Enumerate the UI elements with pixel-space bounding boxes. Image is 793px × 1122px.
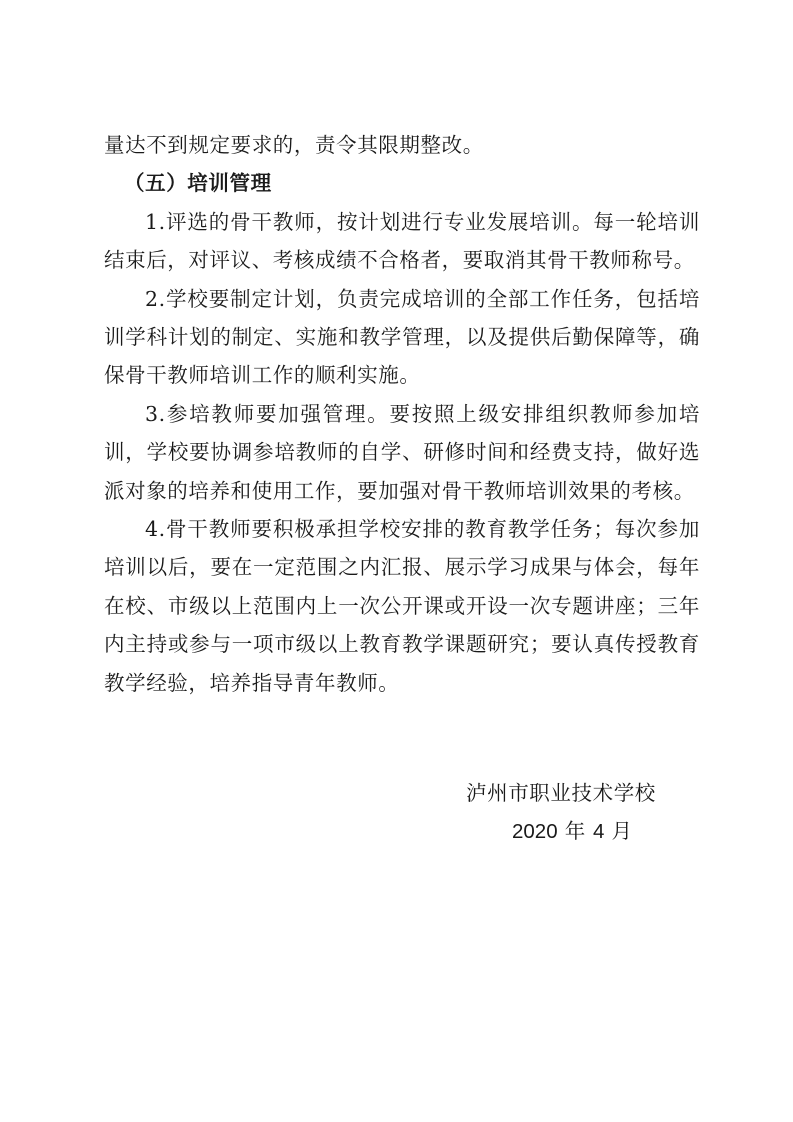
signature-date xyxy=(512,812,633,851)
paragraph-item-1: 1.评选的骨干教师，按计划进行专业发展培训。每一轮培训结束后，对评议、考核成绩不合格者，要取消其骨干教师称号。 xyxy=(104,209,700,273)
date-month-suffix: 月 xyxy=(604,819,633,843)
section-heading-training-management: （五）培训管理 xyxy=(124,171,272,196)
date-year: 2020 xyxy=(512,820,558,843)
paragraph-continuation: 量达不到规定要求的，责令其限期整改。 xyxy=(104,133,484,157)
date-year-suffix: 年 xyxy=(557,819,593,843)
paragraph-item-2: 2.学校要制定计划，负责完成培训的全部工作任务，包括培训学科计划的制定、实施和教学管理，以及提供后勤保障等，确保骨干教师培训工作的顺利实施。 xyxy=(104,286,700,388)
document-body xyxy=(104,126,700,702)
paragraph-item-3: 3.参培教师要加强管理。要按照上级安排组织教师参加培训，学校要协调参培教师的自学、研修时间和经费支持，做好选派对象的培养和使用工作，要加强对骨干教师培训效果的考核。 xyxy=(104,401,700,503)
date-month: 4 xyxy=(592,820,605,843)
paragraph-item-4: 4.骨干教师要积极承担学校安排的教育教学任务；每次参加培训以后，要在一定范围之内汇报、展示学习成果与体会，每年在校、市级以上范围内上一次公开课或开设一次专题讲座；三年内主持或参与一项市级以上教育教学课题研究；要认真传授教育教学经验，培养指导青年教师。 xyxy=(104,517,700,695)
signature-organization: 泸州市职业技术学校 xyxy=(466,781,656,805)
